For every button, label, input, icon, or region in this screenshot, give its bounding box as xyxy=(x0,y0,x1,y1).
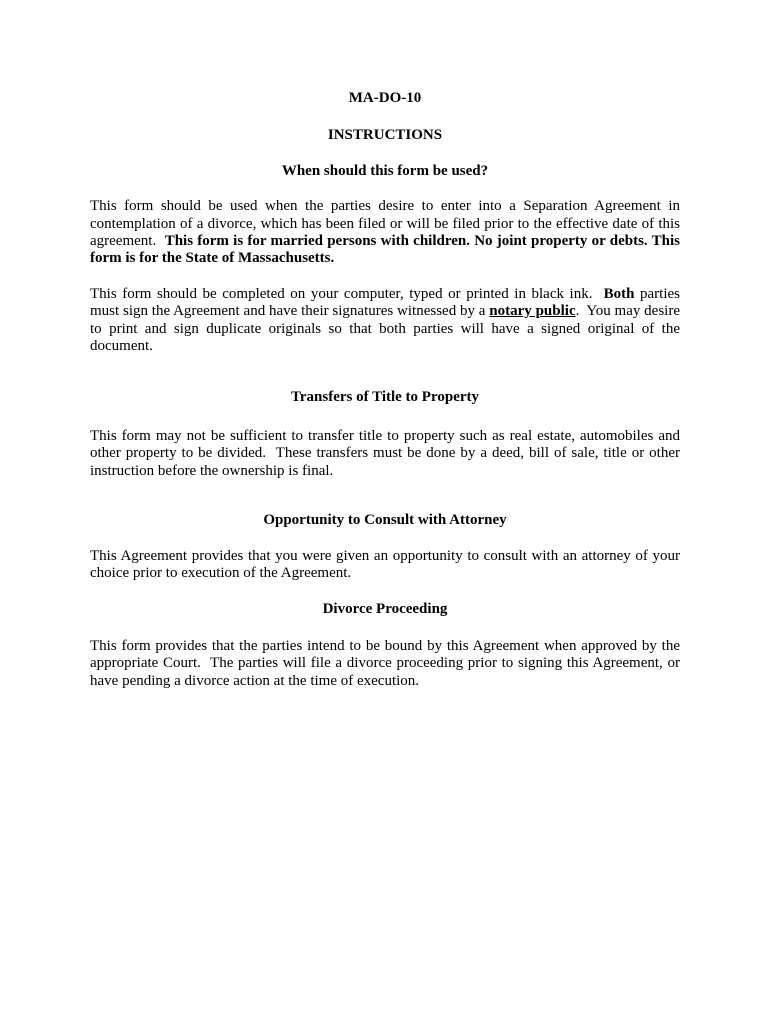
paragraph-divorce-1: This form provides that the parties intend to be bound by this Agreement when approved by the appropriate Court. The parties will file a divorce proceeding prior to signing this Agreement, or have pending a divorce action at the time of execution. xyxy=(90,637,680,689)
paragraph-transfers-1: This form may not be sufficient to transfer title to property such as real estate, automobiles and other property to be divided. These transfers must be done by a deed, bill of sale, title or other instruction before the ownership is final. xyxy=(90,427,680,479)
form-code: MA-DO-10 xyxy=(348,90,422,106)
section-heading-attorney: Opportunity to Consult with Attorney xyxy=(263,512,507,529)
section-heading-when-used: When should this form be used? xyxy=(281,162,489,179)
paragraph-attorney-1: This Agreement provides that you were given an opportunity to consult with an attorney of your choice prior to execution of the Agreement. xyxy=(90,547,680,581)
section-heading-divorce: Divorce Proceeding xyxy=(322,601,448,618)
paragraph-when-used-2: This form should be completed on your computer, typed or printed in black ink. Both parties must sign the Agreement and have their signatures witnessed by a notary public. You may desire to print and sign duplicate originals so that both parties will have a signed original of the document. xyxy=(90,285,681,355)
paragraph-when-used-1: This form should be used when the parties desire to enter into a Separation Agreement in contemplation of a divorce, which has been filed or will be filed prior to the effective date of this agreement. This form is for married persons with children. No joint property or debts. This form is for the State of Massachusetts. xyxy=(90,198,680,267)
document-title: INSTRUCTIONS xyxy=(327,127,443,144)
section-heading-transfers: Transfers of Title to Property xyxy=(290,389,480,406)
